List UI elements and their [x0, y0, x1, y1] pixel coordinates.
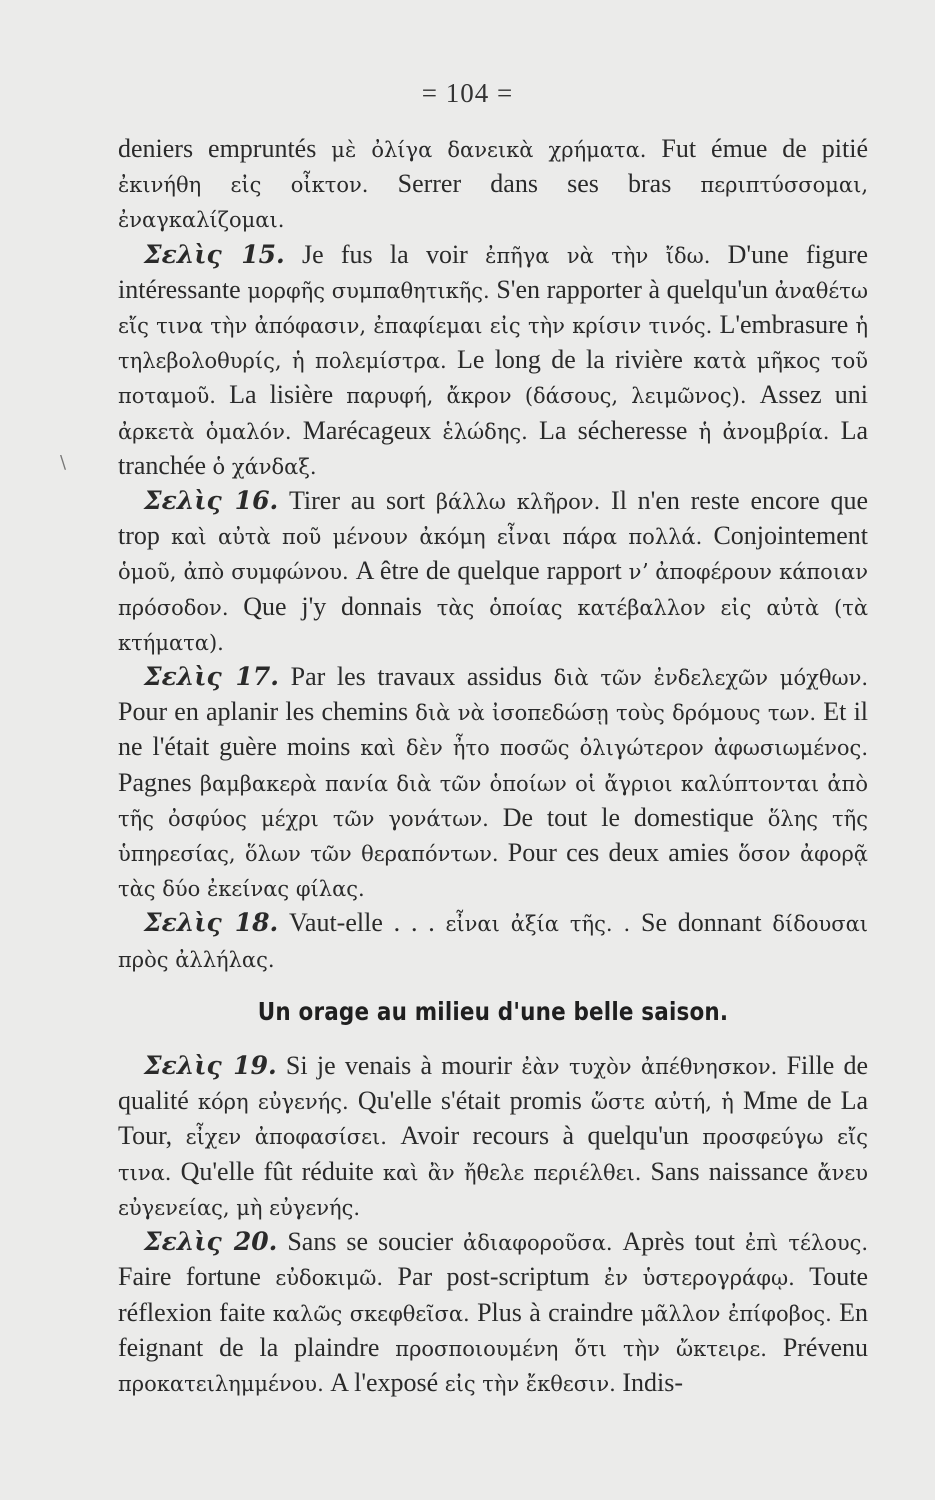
- greek-text: ὅσον ἀφορᾷ τὰς δύο ἐκείνας φίλας.: [118, 842, 868, 902]
- french-text: Marécageux: [302, 415, 432, 445]
- french-text: Pagnes: [118, 767, 192, 797]
- french-text: Assez uni: [759, 380, 869, 410]
- french-text: Par post-scriptum: [397, 1262, 590, 1292]
- french-text: Sans se soucier: [287, 1227, 454, 1257]
- greek-text: μὲ ὀλίγα δανεικὰ χρήματα.: [331, 138, 647, 162]
- greek-text: ἀναθέτω εἴς τινα τὴν ἀπόφασιν, ἐπαφίεμαι εἰς τὴν κρίσιν τινός.: [118, 278, 869, 339]
- french-text: La sécheresse: [539, 415, 688, 445]
- paragraph-selis-20: [118, 1225, 868, 1401]
- greek-text: καλῶς σκεφθεῖσα.: [272, 1301, 470, 1326]
- greek-text: ἡ τηλεβολοθυρίς, ἡ πολεμίστρα.: [118, 314, 869, 374]
- greek-text: ἐν ὑστερογράφῳ.: [603, 1266, 795, 1291]
- french-text: Pour en aplanir les chemins: [118, 697, 409, 727]
- french-text: En feignant de la plaindre: [118, 1297, 869, 1362]
- greek-text: ἐπῆγα νὰ τὴν ἴδω.: [485, 243, 711, 268]
- greek-text: διὰ νὰ ἰσοπεδώσῃ τοὺς δρόμους των.: [415, 701, 817, 726]
- greek-text: μορφῆς συμπαθητικῆς.: [247, 278, 490, 303]
- greek-text: ὁμοῦ, ἀπὸ συμφώνου.: [118, 560, 349, 585]
- greek-text: εἰς τὴν ἔκθεσιν.: [444, 1371, 616, 1396]
- greek-text: εἶναι ἀξία τῆς. .: [445, 912, 631, 937]
- french-text: A l'exposé: [330, 1367, 439, 1397]
- paragraph-selis-18: [118, 906, 868, 976]
- french-text: Indis-: [622, 1367, 683, 1397]
- french-text: Que j'y donnais: [243, 591, 422, 621]
- french-text: La lisière: [229, 380, 334, 410]
- section-label: Σελὶς 16.: [144, 486, 279, 516]
- french-text: Après tout: [622, 1227, 736, 1257]
- greek-text: εὐδοκιμῶ.: [275, 1266, 384, 1291]
- french-text: D'une figure intéressante: [118, 239, 869, 304]
- french-text: Et il ne l'était guère moins: [118, 697, 869, 762]
- french-text: De tout le domestique: [502, 802, 754, 832]
- greek-text: νʼ ἀποφέρουν κάποιαν πρόσοδον.: [118, 560, 868, 620]
- french-text: Conjointement: [713, 521, 869, 551]
- section-label: Σελὶς 19.: [144, 1051, 277, 1081]
- french-text: La tranchée: [118, 415, 868, 480]
- greek-text: διὰ τῶν ἐνδελεχῶν μόχθων.: [553, 666, 869, 691]
- greek-text: παρυφή, ἄκρον (δάσους, λειμῶνος).: [346, 384, 747, 409]
- french-text: L'embrasure: [719, 310, 849, 340]
- french-text: Le long de la rivière: [457, 345, 683, 375]
- section-label: Σελὶς 15.: [144, 239, 285, 269]
- greek-text: μᾶλλον ἐπίφοβος.: [640, 1301, 832, 1326]
- french-text: Fille de qualité: [118, 1051, 869, 1116]
- greek-text: ἐὰν τυχὸν ἀπέθνησκον.: [521, 1055, 778, 1080]
- greek-text: προκατειλημμένου.: [118, 1371, 324, 1396]
- french-text: Il n'en reste encore que trop: [118, 486, 869, 551]
- greek-text: ἀρκετὰ ὁμαλόν.: [118, 419, 292, 444]
- greek-text: βαμβακερὰ πανία διὰ τῶν ὁποίων οἱ ἄγριοι καλύπτονται ἀπὸ τῆς ὀσφύος μέχρι τῶν γονάτων.: [118, 771, 868, 831]
- french-text: Je fus la voir: [301, 239, 468, 269]
- french-text: Faire fortune: [118, 1262, 261, 1292]
- french-text: Vaut-elle . . .: [289, 908, 435, 938]
- greek-text: κόρη εὐγενής.: [197, 1090, 349, 1115]
- greek-text: ὅλης τῆς ὑπηρεσίας, ὅλων τῶν θεραπόντων.: [118, 806, 869, 867]
- paragraph-selis-16: [118, 484, 868, 660]
- paragraph-selis-19: [118, 1049, 868, 1225]
- french-text: Toute réflexion faite: [118, 1262, 868, 1327]
- greek-text: κατὰ μῆκος τοῦ ποταμοῦ.: [118, 349, 869, 409]
- section-label: Σελὶς 20.: [144, 1227, 278, 1257]
- section-label: Σελὶς 18.: [144, 908, 279, 938]
- paragraph-selis-15: [118, 238, 868, 484]
- french-text: Se donnant: [641, 908, 762, 938]
- page-body: [118, 132, 868, 1401]
- french-text: Qu'elle fût réduite: [180, 1156, 374, 1186]
- greek-text: ὁ χάνδαξ.: [212, 454, 317, 479]
- greek-text: περιπτύσσομαι, ἐναγκαλίζομαι.: [118, 173, 868, 233]
- french-text: Prévenu: [782, 1332, 869, 1362]
- greek-text: ἀδιαφοροῦσα.: [463, 1231, 613, 1256]
- french-text: Sans naissance: [650, 1156, 809, 1186]
- greek-text: ὥστε αὐτή, ἡ: [590, 1090, 734, 1115]
- section-heading: Un orage au milieu d'une belle saison.: [257, 996, 729, 1026]
- greek-text: ἑλώδης.: [442, 419, 528, 444]
- greek-text: εἶχεν ἀποφασίσει.: [185, 1125, 387, 1150]
- greek-text: ἄνευ εὐγενείας, μὴ εὐγενής.: [118, 1160, 869, 1220]
- margin-mark: \: [60, 452, 67, 473]
- greek-text: ἡ ἀνομβρία.: [698, 419, 830, 444]
- french-text: Si je venais à mourir: [285, 1051, 513, 1081]
- greek-text: δίδουσαι πρὸς ἀλλήλας.: [118, 912, 869, 972]
- greek-text: προσφεύγω εἴς τινα.: [118, 1125, 868, 1185]
- paragraph-selis-17: [118, 660, 868, 906]
- french-text: Qu'elle s'était promis: [357, 1086, 582, 1116]
- french-text: Mme de La Tour,: [118, 1086, 869, 1151]
- french-text: deniers empruntés: [118, 134, 317, 163]
- french-text: Pour ces deux amies: [507, 838, 729, 868]
- french-text: Plus à craindre: [477, 1297, 634, 1327]
- french-text: S'en rapporter à quelqu'un: [496, 274, 769, 304]
- greek-text: ἐπὶ τέλους.: [744, 1231, 869, 1256]
- greek-text: τὰς ὁποίας κατέβαλλον εἰς αὐτὰ (τὰ κτήματα).: [118, 595, 869, 655]
- french-text: Tirer au sort: [288, 486, 426, 516]
- greek-text: καὶ αὐτὰ ποῦ μένουν ἀκόμη εἶναι πάρα πολλά.: [171, 525, 703, 550]
- french-text: Par les travaux assidus: [290, 662, 542, 692]
- section-label: Σελὶς 17.: [144, 662, 280, 692]
- greek-text: προσποιουμένη ὅτι τὴν ὤκτειρε.: [395, 1336, 767, 1361]
- greek-text: καὶ ἂν ἤθελε περιέλθει.: [382, 1160, 642, 1185]
- greek-text: ἐκινήθη εἰς οἶκτον.: [118, 173, 369, 198]
- french-text: Serrer dans ses bras: [397, 169, 672, 199]
- french-text: Fut émue de pitié: [661, 134, 869, 163]
- page-number: = 104 =: [421, 78, 514, 108]
- french-text: A être de quelque rapport: [355, 556, 622, 586]
- french-text: Avoir recours à quelqu'un: [400, 1121, 689, 1151]
- greek-text: καὶ δὲν ἦτο ποσῶς ὀλιγώτερον ἀφωσιωμένος.: [360, 736, 868, 761]
- paragraph-continuation: [118, 132, 868, 238]
- greek-text: βάλλω κλῆρον.: [435, 490, 601, 515]
